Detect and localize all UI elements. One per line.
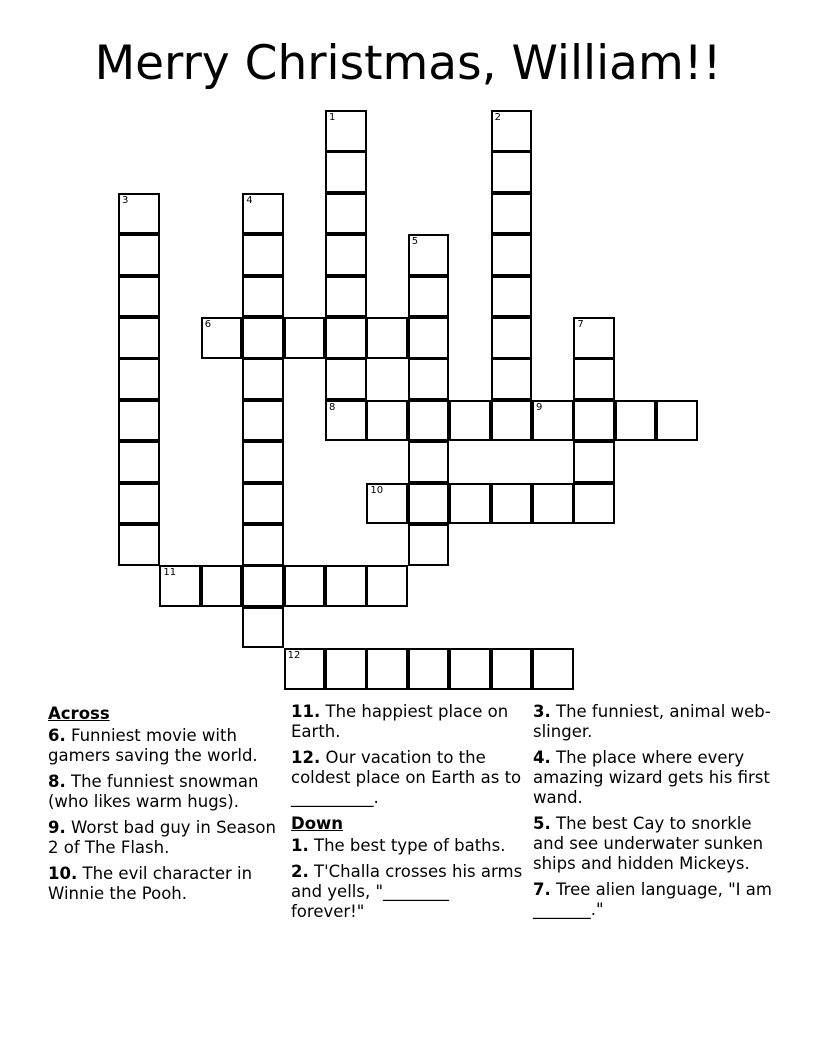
clue-number: 10. <box>48 864 78 883</box>
cell-number: 9 <box>536 401 543 413</box>
clue-across-9 <box>48 818 283 858</box>
grid-cell[interactable] <box>118 483 160 525</box>
grid-cell[interactable] <box>491 400 533 442</box>
cell-number: 12 <box>287 650 301 662</box>
grid-cell[interactable] <box>449 483 491 525</box>
grid-cell[interactable] <box>325 565 367 607</box>
clue-across-8 <box>48 772 283 812</box>
cell-number: 6 <box>204 319 212 330</box>
grid-cell[interactable] <box>491 317 533 359</box>
grid-cell[interactable] <box>242 276 284 318</box>
grid-cell[interactable] <box>242 441 284 483</box>
grid-cell[interactable] <box>532 648 574 690</box>
grid-cell[interactable] <box>615 400 657 442</box>
grid-cell[interactable] <box>284 317 326 359</box>
grid-cell[interactable] <box>366 483 408 525</box>
grid-cell[interactable] <box>118 400 160 442</box>
clue-number: 12. <box>291 748 321 767</box>
puzzle-title: Merry Christmas, William!! <box>94 36 722 91</box>
grid-cell[interactable] <box>449 648 491 690</box>
grid-cell[interactable] <box>201 565 243 607</box>
cell-number: 8 <box>329 401 336 413</box>
cell-number: 5 <box>411 236 419 248</box>
grid-cell[interactable] <box>408 441 450 483</box>
cell-number: 4 <box>246 194 253 206</box>
grid-cell[interactable] <box>491 193 533 235</box>
clue-text: The place where every amazing wizard gets his first wand. <box>533 748 770 807</box>
grid-cell[interactable] <box>366 565 408 607</box>
grid-cell[interactable] <box>325 317 367 359</box>
grid-cell[interactable] <box>118 193 160 235</box>
clue-text: The best type of baths. <box>314 836 506 855</box>
clue-text: The funniest snowman (who likes warm hugs). <box>48 772 259 811</box>
clue-number: 1. <box>291 836 309 855</box>
grid-cell[interactable] <box>118 276 160 318</box>
grid-cell[interactable] <box>242 193 284 235</box>
grid-cell[interactable] <box>491 151 533 193</box>
clue-down-1 <box>291 836 523 856</box>
clue-column-3 <box>533 702 773 926</box>
clue-down-4 <box>533 748 773 808</box>
clue-text: Worst bad guy in Season 2 of The Flash. <box>48 818 276 857</box>
grid-cell[interactable] <box>284 648 326 690</box>
grid-cell[interactable] <box>491 276 533 318</box>
clue-down-3 <box>533 702 773 742</box>
grid-cell[interactable] <box>573 358 615 400</box>
grid-cell[interactable] <box>242 524 284 566</box>
clue-number: 11. <box>291 702 321 721</box>
grid-cell[interactable] <box>325 110 367 152</box>
cell-number: 3 <box>122 194 129 206</box>
grid-cell[interactable] <box>118 441 160 483</box>
grid-cell[interactable] <box>532 483 574 525</box>
clue-text: The best Cay to snorkle and see underwater sunken ships and hidden Mickeys. <box>533 814 764 873</box>
grid-cell[interactable] <box>491 648 533 690</box>
clue-text: Funniest movie with gamers saving the world. <box>48 726 258 765</box>
clue-number: 8. <box>48 772 66 791</box>
grid-cell[interactable] <box>325 234 367 276</box>
across-heading: Across <box>48 704 110 723</box>
grid-cell[interactable] <box>325 151 367 193</box>
grid-cell[interactable] <box>491 234 533 276</box>
clue-down-2 <box>291 862 523 922</box>
clue-across-10 <box>48 864 283 904</box>
clue-text: Our vacation to the coldest place on Earth as to __________. <box>291 748 522 807</box>
clue-across-12 <box>291 748 523 808</box>
grid-cell[interactable] <box>573 317 615 359</box>
clue-number: 4. <box>533 748 551 767</box>
grid-cell[interactable] <box>159 565 201 607</box>
grid-cell[interactable] <box>408 276 450 318</box>
grid-cell[interactable] <box>242 317 284 359</box>
grid-cell[interactable] <box>366 317 408 359</box>
grid-cell[interactable] <box>491 110 533 152</box>
grid-cell[interactable] <box>408 648 450 690</box>
grid-cell[interactable] <box>242 234 284 276</box>
clue-number: 5. <box>533 814 551 833</box>
grid-cell[interactable] <box>242 400 284 442</box>
grid-cell[interactable] <box>284 565 326 607</box>
grid-cell[interactable] <box>325 358 367 400</box>
grid-cell[interactable] <box>573 441 615 483</box>
grid-cell[interactable] <box>408 524 450 566</box>
clue-text: T'Challa crosses his arms and yells, "________ forever!" <box>291 862 523 921</box>
grid-cell[interactable] <box>242 358 284 400</box>
clue-text: The funniest, animal web-slinger. <box>533 702 771 741</box>
clue-number: 3. <box>533 702 551 721</box>
clue-column-1 <box>48 702 283 910</box>
grid-cell[interactable] <box>408 317 450 359</box>
cell-number: 2 <box>494 112 501 123</box>
grid-cell[interactable] <box>408 483 450 525</box>
grid-cell[interactable] <box>201 317 243 359</box>
grid-cell[interactable] <box>366 648 408 690</box>
grid-cell[interactable] <box>325 648 367 690</box>
grid-cell[interactable] <box>242 607 284 649</box>
grid-cell[interactable] <box>118 358 160 400</box>
grid-cell[interactable] <box>491 483 533 525</box>
grid-cell[interactable] <box>573 483 615 525</box>
cell-number: 1 <box>329 112 336 123</box>
grid-cell[interactable] <box>118 524 160 566</box>
grid-cell[interactable] <box>532 400 574 442</box>
clue-down-5 <box>533 814 773 874</box>
clue-number: 9. <box>48 818 66 837</box>
clue-across-11 <box>291 702 523 742</box>
clue-text: The happiest place on Earth. <box>291 702 509 741</box>
grid-cell[interactable] <box>491 358 533 400</box>
grid-cell[interactable] <box>573 400 615 442</box>
down-heading: Down <box>291 814 344 833</box>
cell-number: 11 <box>163 567 177 579</box>
grid-cell[interactable] <box>118 317 160 359</box>
grid-cell[interactable] <box>408 234 450 276</box>
grid-cell[interactable] <box>242 483 284 525</box>
clue-down-7 <box>533 880 773 920</box>
clue-across-6 <box>48 726 283 766</box>
grid-cell[interactable] <box>366 400 408 442</box>
clue-text: The evil character in Winnie the Pooh. <box>48 864 253 903</box>
grid-cell[interactable] <box>408 358 450 400</box>
cell-number: 7 <box>577 319 584 330</box>
grid-cell[interactable] <box>325 193 367 235</box>
grid-cell[interactable] <box>325 400 367 442</box>
grid-cell[interactable] <box>656 400 698 442</box>
clue-column-2 <box>291 702 523 928</box>
clue-number: 6. <box>48 726 66 745</box>
grid-cell[interactable] <box>408 400 450 442</box>
grid-cell[interactable] <box>118 234 160 276</box>
grid-cell[interactable] <box>325 276 367 318</box>
cell-number: 10 <box>370 484 384 496</box>
clue-number: 2. <box>291 862 309 881</box>
clue-text: Tree alien language, "I am _______." <box>533 880 772 919</box>
clue-number: 7. <box>533 880 551 899</box>
grid-cell[interactable] <box>449 400 491 442</box>
grid-cell[interactable] <box>242 565 284 607</box>
